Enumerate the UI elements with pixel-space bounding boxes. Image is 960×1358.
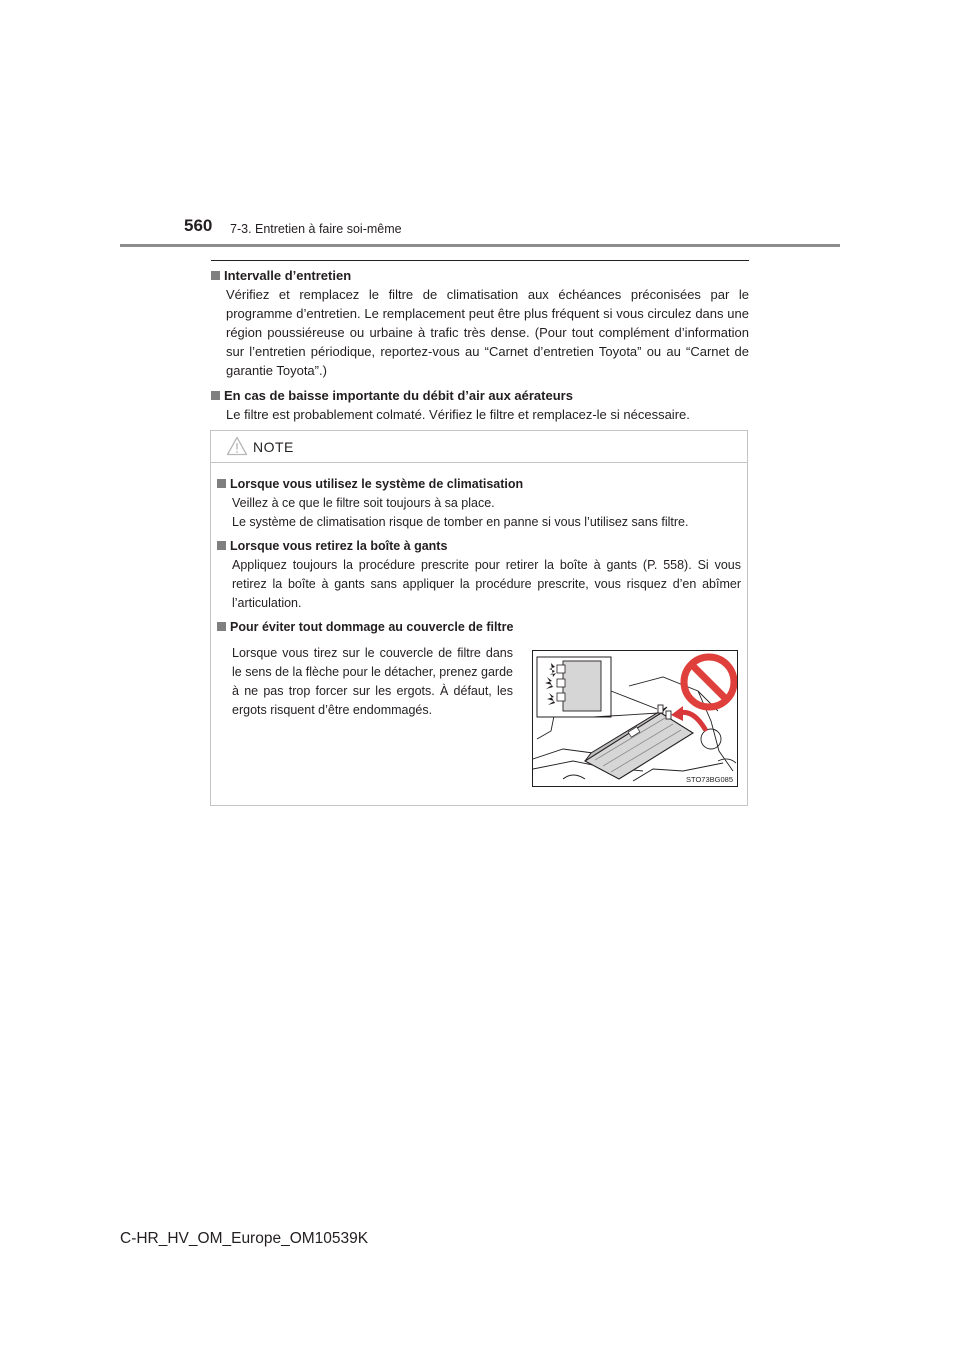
note-heading-text: Lorsque vous retirez la boîte à gants <box>230 539 448 553</box>
page-number: 560 <box>184 216 213 235</box>
square-bullet-icon <box>217 479 226 488</box>
square-bullet-icon <box>217 622 226 631</box>
note-heading-text: Pour éviter tout dommage au couvercle de filtre <box>230 620 514 634</box>
main-content <box>211 266 749 424</box>
note-heading-climate-system <box>217 475 741 494</box>
note-box <box>210 430 748 806</box>
note-body-glove-box: Appliquez toujours la procédure prescrite pour retirer la boîte à gants (P. 558). Si vous retirez la boîte à gants sans appliquer la procédure prescrite, vous risquez d’en abîmer l’articulation. <box>232 558 741 610</box>
figure-caption-text: Lorsque vous tirez sur le couvercle de filtre dans le sens de la flèche pour le détacher, prenez garde à ne pas trop forcer sur les ergots. À défaut, les ergots risquent d’être endommagés. <box>232 646 513 717</box>
item-heading-airflow-drop <box>211 386 749 405</box>
note-heading-text: Lorsque vous utilisez le système de climatisation <box>230 477 524 491</box>
item-heading-text: Intervalle d’entretien <box>224 268 352 283</box>
square-bullet-icon <box>217 541 226 550</box>
note-heading-glove-box <box>217 537 741 556</box>
item-body-airflow-drop: Le filtre est probablement colmaté. Vérifiez le filtre et remplacez-le si nécessaire. <box>226 407 690 422</box>
note-body-line: Le système de climatisation risque de tomber en panne si vous l’utilisez sans filtre. <box>232 515 689 529</box>
square-bullet-icon <box>211 271 220 280</box>
note-title: NOTE <box>253 439 294 455</box>
warning-triangle-icon <box>226 436 248 456</box>
content-top-rule <box>211 260 749 261</box>
note-header <box>211 431 747 463</box>
item-heading-maintenance-interval <box>211 266 749 285</box>
note-heading-filter-cover <box>217 618 741 637</box>
note-body-line: Veillez à ce que le filtre soit toujours à sa place. <box>232 496 495 510</box>
note-content <box>211 463 747 787</box>
section-title: 7-3. Entretien à faire soi-même <box>230 222 402 236</box>
figure-row <box>217 637 741 787</box>
item-heading-text: En cas de baisse importante du débit d’air aux aérateurs <box>224 388 573 403</box>
footer-doc-id: C-HR_HV_OM_Europe_OM10539K <box>120 1230 369 1247</box>
square-bullet-icon <box>211 391 220 400</box>
item-body-maintenance-interval: Vérifiez et remplacez le filtre de climatisation aux échéances préconisées par le programme d’entretien. Le remplacement peut être plus fréquent si vous circulez dans une région poussiéreuse ou urbaine à trafic très dense. (Pour tout complément d’information sur l’entretien périodique, reportez-vous au “Carnet d’entretien Toyota” ou au “Carnet de garantie Toyota”.) <box>226 287 749 378</box>
header-rule <box>120 244 840 247</box>
filter-cover-drawing <box>533 651 737 786</box>
note-body-climate-system <box>217 494 741 532</box>
figure-label: STO73BG085 <box>686 775 733 784</box>
filter-cover-illustration <box>532 650 738 787</box>
